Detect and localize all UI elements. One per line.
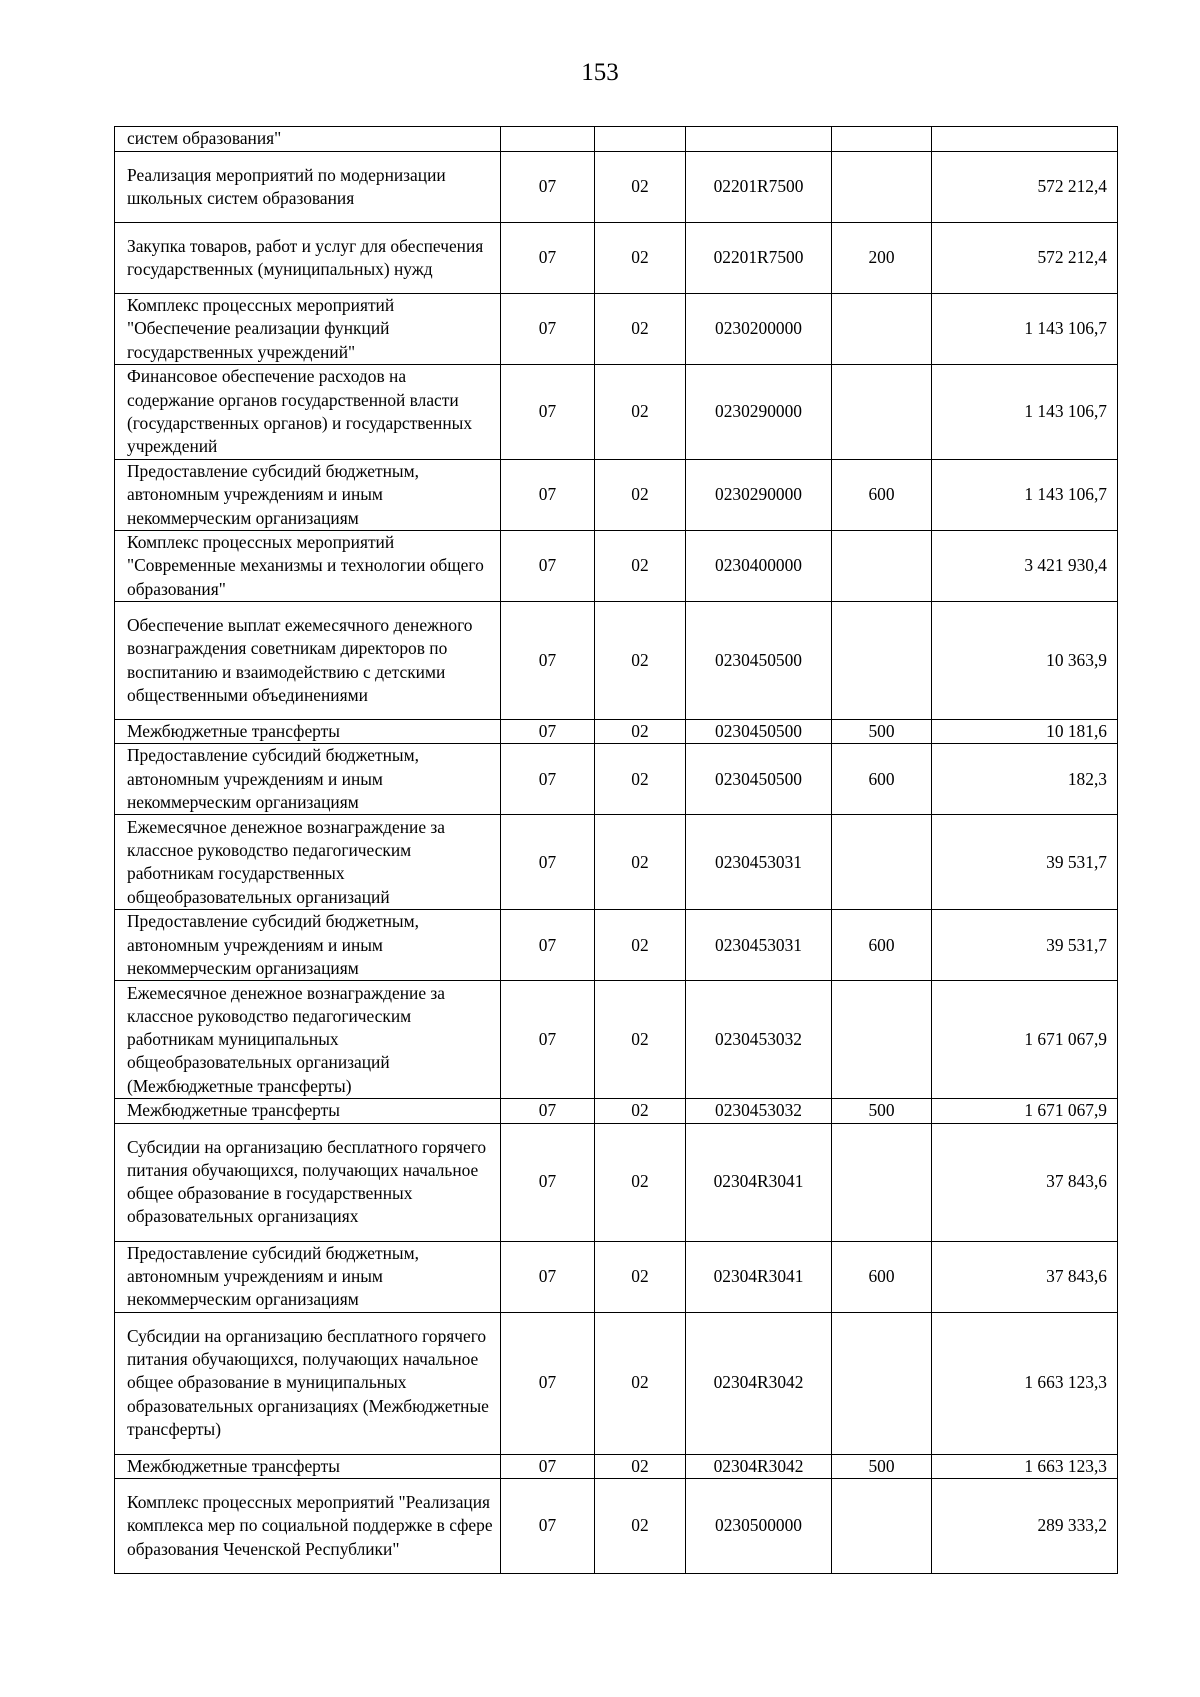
row-name: Реализация мероприятий по модернизации школьных систем образования	[115, 152, 501, 223]
table-row	[115, 1241, 1118, 1312]
row-vr	[832, 815, 932, 910]
row-pr: 02	[595, 1241, 686, 1312]
table-row	[115, 152, 1118, 223]
row-name: Ежемесячное денежное вознаграждение за классное руководство педагогическим работникам государственных общеобразовательных организаций	[115, 815, 501, 910]
row-sum: 1 671 067,9	[932, 981, 1118, 1099]
row-csr: 02304R3041	[686, 1241, 832, 1312]
row-rz: 07	[501, 460, 595, 531]
row-sum: 572 212,4	[932, 223, 1118, 294]
row-name: Предоставление субсидий бюджетным, автономным учреждениям и иным некоммерческим организациям	[115, 1241, 501, 1312]
row-csr: 02201R7500	[686, 152, 832, 223]
row-name: Межбюджетные трансферты	[115, 720, 501, 744]
row-pr: 02	[595, 910, 686, 981]
row-csr: 0230500000	[686, 1478, 832, 1573]
row-name: Предоставление субсидий бюджетным, автономным учреждениям и иным некоммерческим организациям	[115, 744, 501, 815]
row-sum: 3 421 930,4	[932, 531, 1118, 602]
table-row	[115, 294, 1118, 365]
row-rz: 07	[501, 1312, 595, 1454]
row-rz: 07	[501, 1478, 595, 1573]
row-sum: 1 671 067,9	[932, 1099, 1118, 1123]
row-sum: 37 843,6	[932, 1123, 1118, 1241]
table-row	[115, 1478, 1118, 1573]
row-sum: 1 663 123,3	[932, 1454, 1118, 1478]
row-pr: 02	[595, 981, 686, 1099]
row-pr: 02	[595, 531, 686, 602]
row-name: Межбюджетные трансферты	[115, 1099, 501, 1123]
row-name: Закупка товаров, работ и услуг для обеспечения государственных (муниципальных) нужд	[115, 223, 501, 294]
row-csr: 02201R7500	[686, 223, 832, 294]
row-name: Предоставление субсидий бюджетным, автономным учреждениям и иным некоммерческим организациям	[115, 460, 501, 531]
row-csr: 0230450500	[686, 744, 832, 815]
row-name: Межбюджетные трансферты	[115, 1454, 501, 1478]
table-row	[115, 127, 1118, 152]
row-rz: 07	[501, 1241, 595, 1312]
row-rz: 07	[501, 152, 595, 223]
row-csr: 0230453032	[686, 981, 832, 1099]
row-csr: 0230453032	[686, 1099, 832, 1123]
row-rz: 07	[501, 815, 595, 910]
table-row	[115, 1123, 1118, 1241]
row-csr	[686, 127, 832, 152]
row-vr: 600	[832, 910, 932, 981]
row-rz: 07	[501, 1454, 595, 1478]
row-rz: 07	[501, 365, 595, 460]
table-row	[115, 365, 1118, 460]
row-pr: 02	[595, 1099, 686, 1123]
row-pr: 02	[595, 152, 686, 223]
table-row	[115, 910, 1118, 981]
row-vr	[832, 1478, 932, 1573]
row-pr: 02	[595, 1312, 686, 1454]
row-vr: 500	[832, 1099, 932, 1123]
row-sum: 1 663 123,3	[932, 1312, 1118, 1454]
row-csr: 0230450500	[686, 720, 832, 744]
row-csr: 02304R3042	[686, 1454, 832, 1478]
row-rz: 07	[501, 910, 595, 981]
row-vr: 500	[832, 1454, 932, 1478]
table-row	[115, 744, 1118, 815]
row-name: Комплекс процессных мероприятий "Обеспечение реализации функций государственных учреждений"	[115, 294, 501, 365]
page-number: 153	[581, 59, 619, 86]
row-vr	[832, 981, 932, 1099]
budget-table-body	[115, 127, 1118, 1574]
row-vr: 600	[832, 744, 932, 815]
row-sum: 289 333,2	[932, 1478, 1118, 1573]
row-name: Комплекс процессных мероприятий "Реализация комплекса мер по социальной поддержке в сфере образования Чеченской Республики"	[115, 1478, 501, 1573]
table-row	[115, 981, 1118, 1099]
row-pr	[595, 127, 686, 152]
row-sum: 1 143 106,7	[932, 460, 1118, 531]
table-row	[115, 720, 1118, 744]
table-row	[115, 460, 1118, 531]
row-csr: 0230453031	[686, 910, 832, 981]
budget-table	[114, 126, 1118, 1574]
row-name: Ежемесячное денежное вознаграждение за классное руководство педагогическим работникам муниципальных общеобразовательных организаций (Межбюджетные трансферты)	[115, 981, 501, 1099]
row-name: Обеспечение выплат ежемесячного денежного вознаграждения советникам директоров по воспитанию и взаимодействию с детскими общественными объединениями	[115, 602, 501, 720]
row-csr: 0230290000	[686, 365, 832, 460]
row-sum: 37 843,6	[932, 1241, 1118, 1312]
row-csr: 0230400000	[686, 531, 832, 602]
row-sum: 10 181,6	[932, 720, 1118, 744]
row-name: Субсидии на организацию бесплатного горячего питания обучающихся, получающих начальное общее образование в муниципальных образовательных организациях (Межбюджетные трансферты)	[115, 1312, 501, 1454]
table-row	[115, 223, 1118, 294]
table-row	[115, 1454, 1118, 1478]
row-pr: 02	[595, 1478, 686, 1573]
row-rz	[501, 127, 595, 152]
row-sum: 572 212,4	[932, 152, 1118, 223]
row-name: Субсидии на организацию бесплатного горячего питания обучающихся, получающих начальное общее образование в государственных образовательных организациях	[115, 1123, 501, 1241]
table-row	[115, 815, 1118, 910]
row-pr: 02	[595, 720, 686, 744]
row-pr: 02	[595, 460, 686, 531]
row-csr: 0230200000	[686, 294, 832, 365]
row-sum: 1 143 106,7	[932, 365, 1118, 460]
row-name: Комплекс процессных мероприятий "Современные механизмы и технологии общего образования"	[115, 531, 501, 602]
row-rz: 07	[501, 981, 595, 1099]
row-pr: 02	[595, 602, 686, 720]
row-csr: 02304R3041	[686, 1123, 832, 1241]
row-rz: 07	[501, 531, 595, 602]
row-rz: 07	[501, 294, 595, 365]
row-rz: 07	[501, 1123, 595, 1241]
row-pr: 02	[595, 1123, 686, 1241]
row-vr	[832, 531, 932, 602]
row-name: систем образования"	[115, 127, 501, 152]
row-pr: 02	[595, 744, 686, 815]
row-vr	[832, 127, 932, 152]
row-sum: 39 531,7	[932, 910, 1118, 981]
row-pr: 02	[595, 1454, 686, 1478]
table-row	[115, 1099, 1118, 1123]
row-vr	[832, 365, 932, 460]
row-csr: 0230290000	[686, 460, 832, 531]
row-rz: 07	[501, 1099, 595, 1123]
row-csr: 0230453031	[686, 815, 832, 910]
row-name: Финансовое обеспечение расходов на содержание органов государственной власти (государственных органов) и государственных учреждений	[115, 365, 501, 460]
row-vr: 200	[832, 223, 932, 294]
row-sum: 1 143 106,7	[932, 294, 1118, 365]
row-vr	[832, 1312, 932, 1454]
row-pr: 02	[595, 294, 686, 365]
row-vr	[832, 1123, 932, 1241]
row-rz: 07	[501, 744, 595, 815]
row-pr: 02	[595, 815, 686, 910]
row-pr: 02	[595, 365, 686, 460]
row-vr	[832, 294, 932, 365]
row-sum	[932, 127, 1118, 152]
row-rz: 07	[501, 720, 595, 744]
row-pr: 02	[595, 223, 686, 294]
table-row	[115, 1312, 1118, 1454]
row-sum: 39 531,7	[932, 815, 1118, 910]
row-vr	[832, 602, 932, 720]
row-csr: 02304R3042	[686, 1312, 832, 1454]
table-row	[115, 531, 1118, 602]
row-vr: 500	[832, 720, 932, 744]
row-vr: 600	[832, 1241, 932, 1312]
table-row	[115, 602, 1118, 720]
row-vr: 600	[832, 460, 932, 531]
row-name: Предоставление субсидий бюджетным, автономным учреждениям и иным некоммерческим организациям	[115, 910, 501, 981]
row-csr: 0230450500	[686, 602, 832, 720]
row-vr	[832, 152, 932, 223]
row-sum: 182,3	[932, 744, 1118, 815]
row-sum: 10 363,9	[932, 602, 1118, 720]
row-rz: 07	[501, 602, 595, 720]
row-rz: 07	[501, 223, 595, 294]
